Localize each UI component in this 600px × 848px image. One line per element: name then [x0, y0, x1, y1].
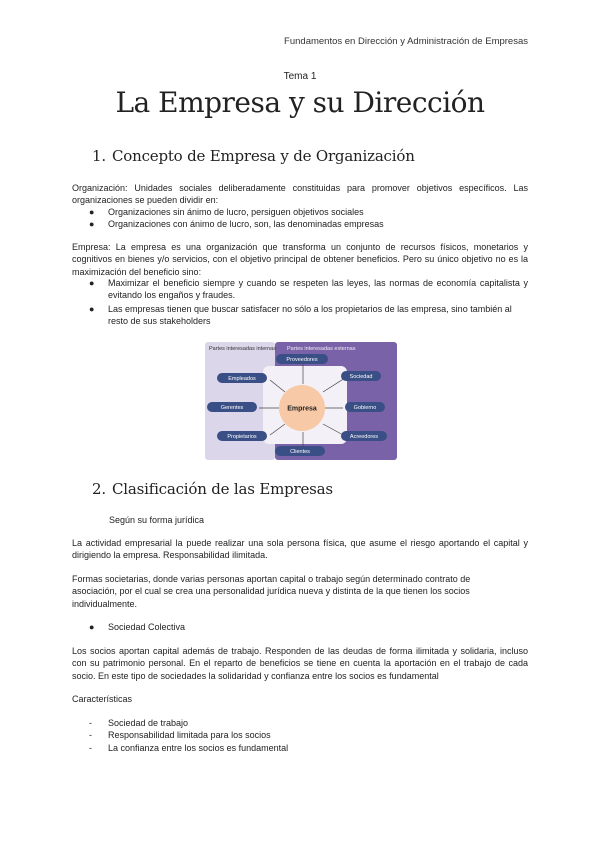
dash-icon: -	[89, 730, 92, 741]
list-item: ● Organizaciones con ánimo de lucro, son, las denominadas empresas	[89, 219, 384, 230]
stakeholder-propietarios: Propietarios	[227, 434, 257, 441]
page-header: Fundamentos en Dirección y Administración de Empresas	[284, 36, 528, 47]
section-1-number: 1.	[92, 147, 106, 165]
caracteristicas-list	[72, 717, 528, 754]
list-item: - Responsabilidad limitada para los socios	[89, 730, 271, 741]
organizacion-paragraph: Organización: Unidades sociales deliberadamente constituidas para promover objetivos específicos. Las organizaciones se pueden dividir en:	[72, 183, 528, 206]
stakeholder-gerentes: Gerentes	[220, 405, 244, 412]
center-label: Empresa	[287, 405, 317, 413]
list-item: ● Sociedad Colectiva	[89, 622, 186, 632]
document-title: La Empresa y su Dirección	[115, 86, 485, 119]
section-2-number: 2.	[92, 480, 106, 498]
stakeholders-diagram	[205, 342, 397, 460]
org-list	[72, 206, 528, 231]
stakeholder-clientes: Clientes	[290, 449, 310, 456]
subheading-forma-juridica: Según su forma jurídica	[109, 515, 205, 525]
list-item: ● Las empresas tienen que buscar satisfacer no sólo a los propietarios de las empresa, sino también al resto de sus stakeholders	[89, 303, 512, 326]
stakeholder-proveedores: Proveedores	[286, 357, 318, 364]
bullet-icon: ●	[89, 303, 95, 314]
bullet-icon: ●	[89, 207, 95, 217]
persona-fisica-paragraph: La actividad empresarial la puede realizar una sola persona física, que asume el riesgo aportando el capital y dirigiendo la empresa. Responsabilidad ilimitada.	[72, 538, 528, 561]
dash-icon: -	[89, 718, 92, 728]
bullet-icon: ●	[89, 622, 95, 632]
sociedad-colectiva-paragraph: Los socios aportan capital además de trabajo. Responden de las deudas de forma ilimitada y solidaria, incluso con su patrimonio personal. En el reparto de beneficios se tiene en cuenta la aportación en el trabajo de cada socio. En este tipo de sociedades la solidaridad y confianza entre los socios es fundamental	[72, 646, 528, 681]
section-1-heading	[92, 147, 415, 165]
bullet-icon: ●	[89, 219, 95, 230]
bullet-icon: ●	[89, 278, 95, 288]
topic-label: Tema 1	[283, 71, 317, 82]
empresa-list	[72, 277, 528, 327]
dash-icon: -	[89, 742, 92, 753]
empresa-paragraph: Empresa: La empresa es una organización que transforma un conjunto de recursos físicos, monetarios y cognitivos en bienes y/o servicios, con el objetivo principal de obtener beneficios. Pero su único objetivo no es la maximización del beneficio sino:	[72, 242, 528, 277]
section-2-title: Clasificación de las Empresas	[112, 480, 333, 498]
section-2-heading	[92, 480, 333, 498]
list-item: ● Organizaciones sin ánimo de lucro, persiguen objetivos sociales	[89, 207, 364, 217]
stakeholder-empleados: Empleados	[228, 376, 256, 383]
external-title: Partes interesadas externas	[287, 346, 356, 352]
stakeholder-acreedores: Acreedores	[349, 434, 379, 441]
formas-societarias-paragraph: Formas societarias, donde varias personas aportan capital o trabajo según determinado contrato de asociación, por el cual se crea una personalidad jurídica nueva y distinta de la que tienen los socios individualmente.	[72, 574, 471, 609]
internal-title: Partes interesadas internas	[209, 346, 276, 352]
list-item: - La confianza entre los socios es fundamental	[89, 742, 289, 753]
sociedad-list	[72, 621, 528, 633]
list-item: ● Maximizar el beneficio siempre y cuando se respeten las leyes, las normas de economía capitalista y evitando los engaños y fraudes.	[89, 278, 528, 301]
stakeholder-sociedad: Sociedad	[349, 374, 373, 381]
section-1-title: Concepto de Empresa y de Organización	[112, 147, 415, 165]
caracteristicas-label: Características	[72, 694, 133, 704]
list-item: - Sociedad de trabajo	[89, 718, 189, 728]
stakeholder-gobierno: Gobierno	[353, 405, 377, 412]
